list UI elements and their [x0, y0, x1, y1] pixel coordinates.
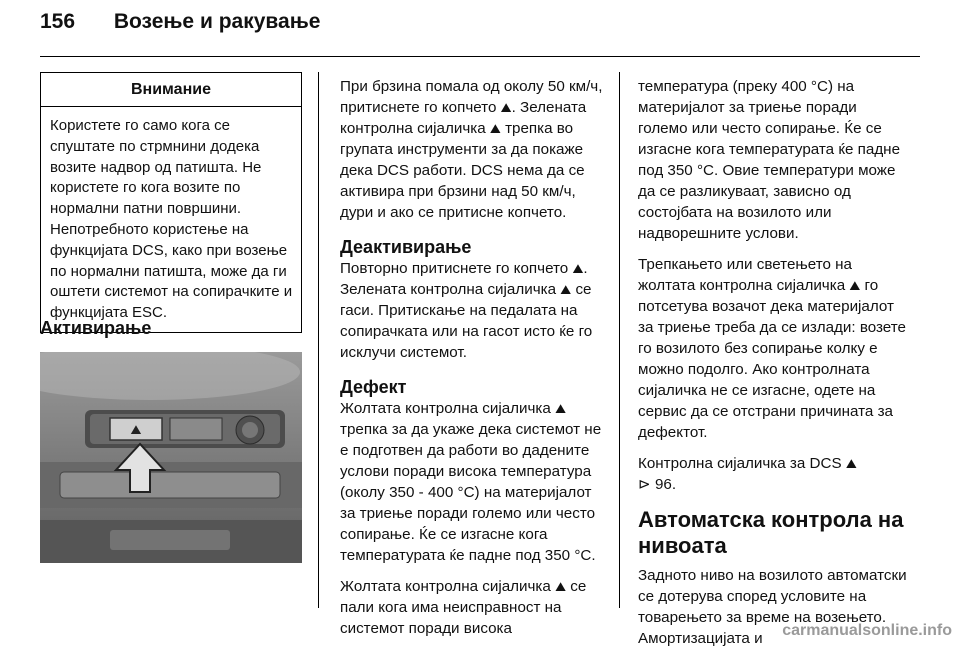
page-reference-arrow-icon: ⊳ [638, 476, 651, 493]
svg-text:⛰: ⛰ [130, 423, 142, 438]
deactivation-heading: Деактивирање [340, 237, 472, 257]
dcs-icon: ⛰ [555, 579, 566, 594]
fault-text-2 [340, 576, 608, 639]
column-2 [340, 76, 608, 649]
column-divider-2 [619, 72, 620, 608]
dcs-button-illustration [40, 352, 302, 563]
temperature-text: температура (преку 400 °C) на материјалот за триење поради големо или често сопирање. Ќе се изгасне кога температурата ќе падне под 350 °C. Овие температури може да се разликуваат, зависно од состојбата на возилото или надворешните услови. [638, 78, 901, 242]
fault-heading: Дефект [340, 377, 407, 397]
level-control-text: Задното ниво на возилото автоматски се дотерува според условите на товарењето за време на возењето. Амортизацијата и [638, 567, 907, 647]
dcs-lamp-reference [638, 453, 910, 495]
dcs-icon: ⛰ [572, 261, 584, 276]
column-1 [40, 318, 151, 339]
dcs-icon: ⛰ [500, 100, 512, 115]
deactivation-text [340, 258, 608, 363]
activation-text [340, 76, 608, 223]
activation-text-part: трепка во групата инструменти за да покаже дека DCS работи. DCS нема да се активира при брзини над 50 км/ч, дури и ако се притисне копчето. [340, 120, 585, 221]
dcs-icon: ⛰ [560, 282, 572, 297]
activation-text-part: . Зелената контролна сијаличка [340, 99, 587, 137]
column-3 [638, 76, 910, 659]
fault-text-part: Жолтата контролна сијаличка [340, 578, 551, 595]
warning-box [40, 72, 302, 333]
fault-text-part: се пали кога има неисправност на системот поради висока [340, 578, 587, 637]
watermark: carmanualsonline.info [782, 622, 952, 639]
activation-heading: Активирање [40, 318, 152, 338]
dcs-icon: ⛰ [555, 401, 566, 416]
header-rule [40, 56, 920, 57]
fault-text [340, 398, 608, 566]
warning-lamp-text-part: го потсетува возачот дека материјалот за триење треба да се излади: возете го возилото без сопирање колку е можно подолго. Ако контролната сијаличка не се изгасне, одете на сервис да се отстрани причината за дефектот. [638, 277, 906, 441]
warning-lamp-text-part: Трепкањето или светењето на жолтата контролна сијаличка [638, 256, 852, 294]
deactivation-text-part: . Зелената контролна сијаличка [340, 260, 588, 298]
dcs-lamp-reference-text: Контролна сијаличка за DCS [638, 455, 842, 472]
activation-text-part: При брзина помала од околу 50 км/ч, притиснете го копчето [340, 78, 603, 116]
warning-title: Внимание [41, 73, 301, 107]
dcs-icon: ⛰ [849, 278, 861, 293]
fault-text-part: трепка за да укаже дека системот не е подготвен да работи во дадените услови поради висока температура (околу 350 - 400 °C) на материјалот за триење поради големо или често сопирање. Ќе се изгасне кога температурата ќе падне под 350 °C. [340, 421, 602, 564]
dcs-icon: ⛰ [845, 456, 857, 471]
dashboard-panel-drawing [40, 352, 302, 563]
deactivation-text-part: се гаси. Притискање на педалата на сопирачката или на гасот исто ќе го исклучи системот. [340, 281, 593, 361]
warning-body: Користете го само кога се спуштате по стрмнини додека возите надвор од патишта. Не користете го кога возите по нормални патни површини. Непотребното користење на функцијата DCS, како при возење по нормални патишта, може да ги оштети системот на сопирачките и функцијата ESC. [50, 117, 293, 322]
level-control-heading: Автоматска контрола на нивоата [638, 507, 904, 558]
page-number: 156 [40, 10, 76, 33]
warning-lamp-text [638, 254, 910, 443]
page-reference[interactable]: 96. [654, 476, 677, 493]
dcs-icon: ⛰ [489, 121, 501, 136]
deactivation-text-part: Повторно притиснете го копчето [340, 260, 569, 277]
column-divider-1 [318, 72, 319, 608]
page-title: Возење и ракување [113, 10, 321, 33]
page-header [40, 10, 320, 34]
fault-text-part: Жолтата контролна сијаличка [340, 400, 551, 417]
